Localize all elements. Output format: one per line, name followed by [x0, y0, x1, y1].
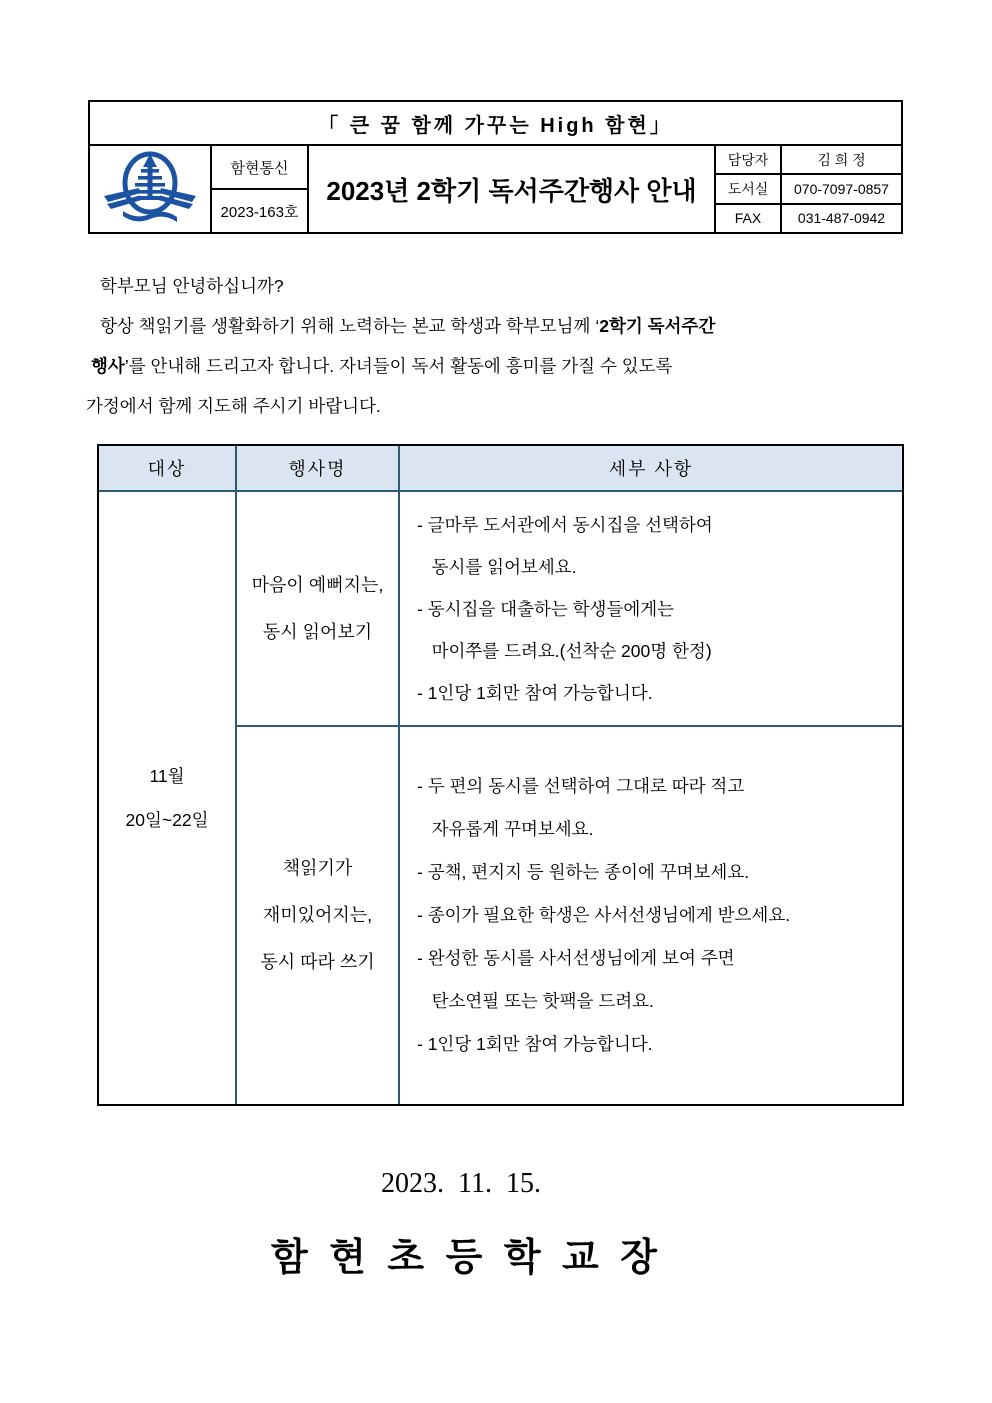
detail-line: - 글마루 도서관에서 동시집을 선택하여	[417, 514, 713, 535]
contact-table	[714, 146, 901, 232]
contact-value: 031-487-0942	[797, 210, 886, 227]
contact-label: 도서실	[716, 175, 782, 202]
intro-greeting: 학부모님 안녕하십니까?	[100, 276, 284, 296]
event-name-line: 마음이 예뻐지는,	[251, 574, 384, 595]
column-header-target: 대상	[99, 446, 235, 490]
logo-cell	[90, 146, 210, 232]
intro-line2-emphasis: 2학기 독서주간	[599, 316, 716, 336]
detail-line: 자유롭게 꾸며보세요.	[417, 819, 594, 839]
detail-line: 탄소연필 또는 핫팩을 드려요.	[417, 991, 654, 1011]
contact-label: FAX	[716, 205, 782, 232]
event-name-line: 책읽기가	[282, 858, 353, 878]
event-table	[97, 444, 904, 1106]
principal-signature: 함 현 초 등 학 교 장	[271, 1237, 663, 1279]
event-name-cell-2	[235, 725, 398, 1104]
event-name-line: 동시 따라 쓰기	[260, 952, 375, 972]
event-name-cell-1	[235, 490, 398, 725]
event-name-line: 재미있어지는,	[262, 905, 373, 925]
contact-row	[716, 203, 901, 232]
event-name-line: 동시 읽어보기	[262, 621, 373, 642]
event-details-cell-1	[398, 490, 902, 725]
intro-paragraph	[86, 266, 906, 426]
newsletter-id-cell	[210, 146, 307, 232]
header-bottom-row	[90, 146, 901, 232]
intro-line-3	[86, 346, 906, 386]
newsletter-name: 함현통신	[212, 146, 307, 190]
intro-line-2	[86, 306, 906, 346]
issue-number: 2023-163호	[220, 203, 299, 221]
intro-line3-text: ’를 안내해 드리고자 합니다. 자녀들이 독서 활동에 흥미를 가질 수 있도록	[124, 356, 673, 376]
detail-line: 동시를 읽어보세요.	[417, 556, 577, 577]
column-header-details: 세부 사항	[398, 446, 902, 490]
target-date-line: 20일~22일	[125, 810, 209, 830]
detail-line: 마이쭈를 드려요.(선착순 200명 한정)	[417, 640, 712, 661]
target-date-cell	[99, 490, 235, 1104]
detail-line: - 완성한 동시를 사서선생님에게 보여 주면	[417, 948, 735, 968]
school-motto: 「 큰 꿈 함께 가꾸는 High 함현」	[90, 102, 901, 146]
event-details-cell-2	[398, 725, 902, 1104]
intro-line3-emphasis: 행사	[91, 356, 125, 376]
school-logo-icon	[101, 150, 199, 228]
document-title: 2023년 2학기 독서주간행사 안내	[307, 146, 714, 232]
contact-row	[716, 173, 901, 202]
document-date: 2023. 11. 15.	[381, 1168, 541, 1199]
contact-value: 070-7097-0857	[794, 180, 889, 197]
column-header-event: 행사명	[235, 446, 398, 490]
intro-line2-text: 항상 책읽기를 생활화하기 위해 노력하는 본교 학생과 학부모님께 ‘	[100, 316, 600, 336]
detail-line: - 동시집을 대출하는 학생들에게는	[417, 598, 675, 619]
detail-line: - 공책, 편지지 등 원하는 종이에 꾸며보세요.	[417, 862, 750, 882]
intro-line-4: 가정에서 함께 지도해 주시기 바랍니다.	[86, 396, 381, 416]
contact-row	[716, 146, 901, 173]
detail-line: - 1인당 1회만 참여 가능합니다.	[417, 682, 653, 703]
contact-label: 담당자	[716, 146, 782, 173]
detail-line: - 두 편의 동시를 선택하여 그대로 따라 적고	[417, 776, 745, 796]
detail-line: - 1인당 1회만 참여 가능합니다.	[417, 1034, 653, 1054]
detail-line: - 종이가 필요한 학생은 사서선생님에게 받으세요.	[417, 905, 791, 925]
header-table	[88, 100, 903, 234]
contact-value: 김 희 정	[817, 151, 866, 168]
target-date-line: 11월	[149, 766, 185, 786]
